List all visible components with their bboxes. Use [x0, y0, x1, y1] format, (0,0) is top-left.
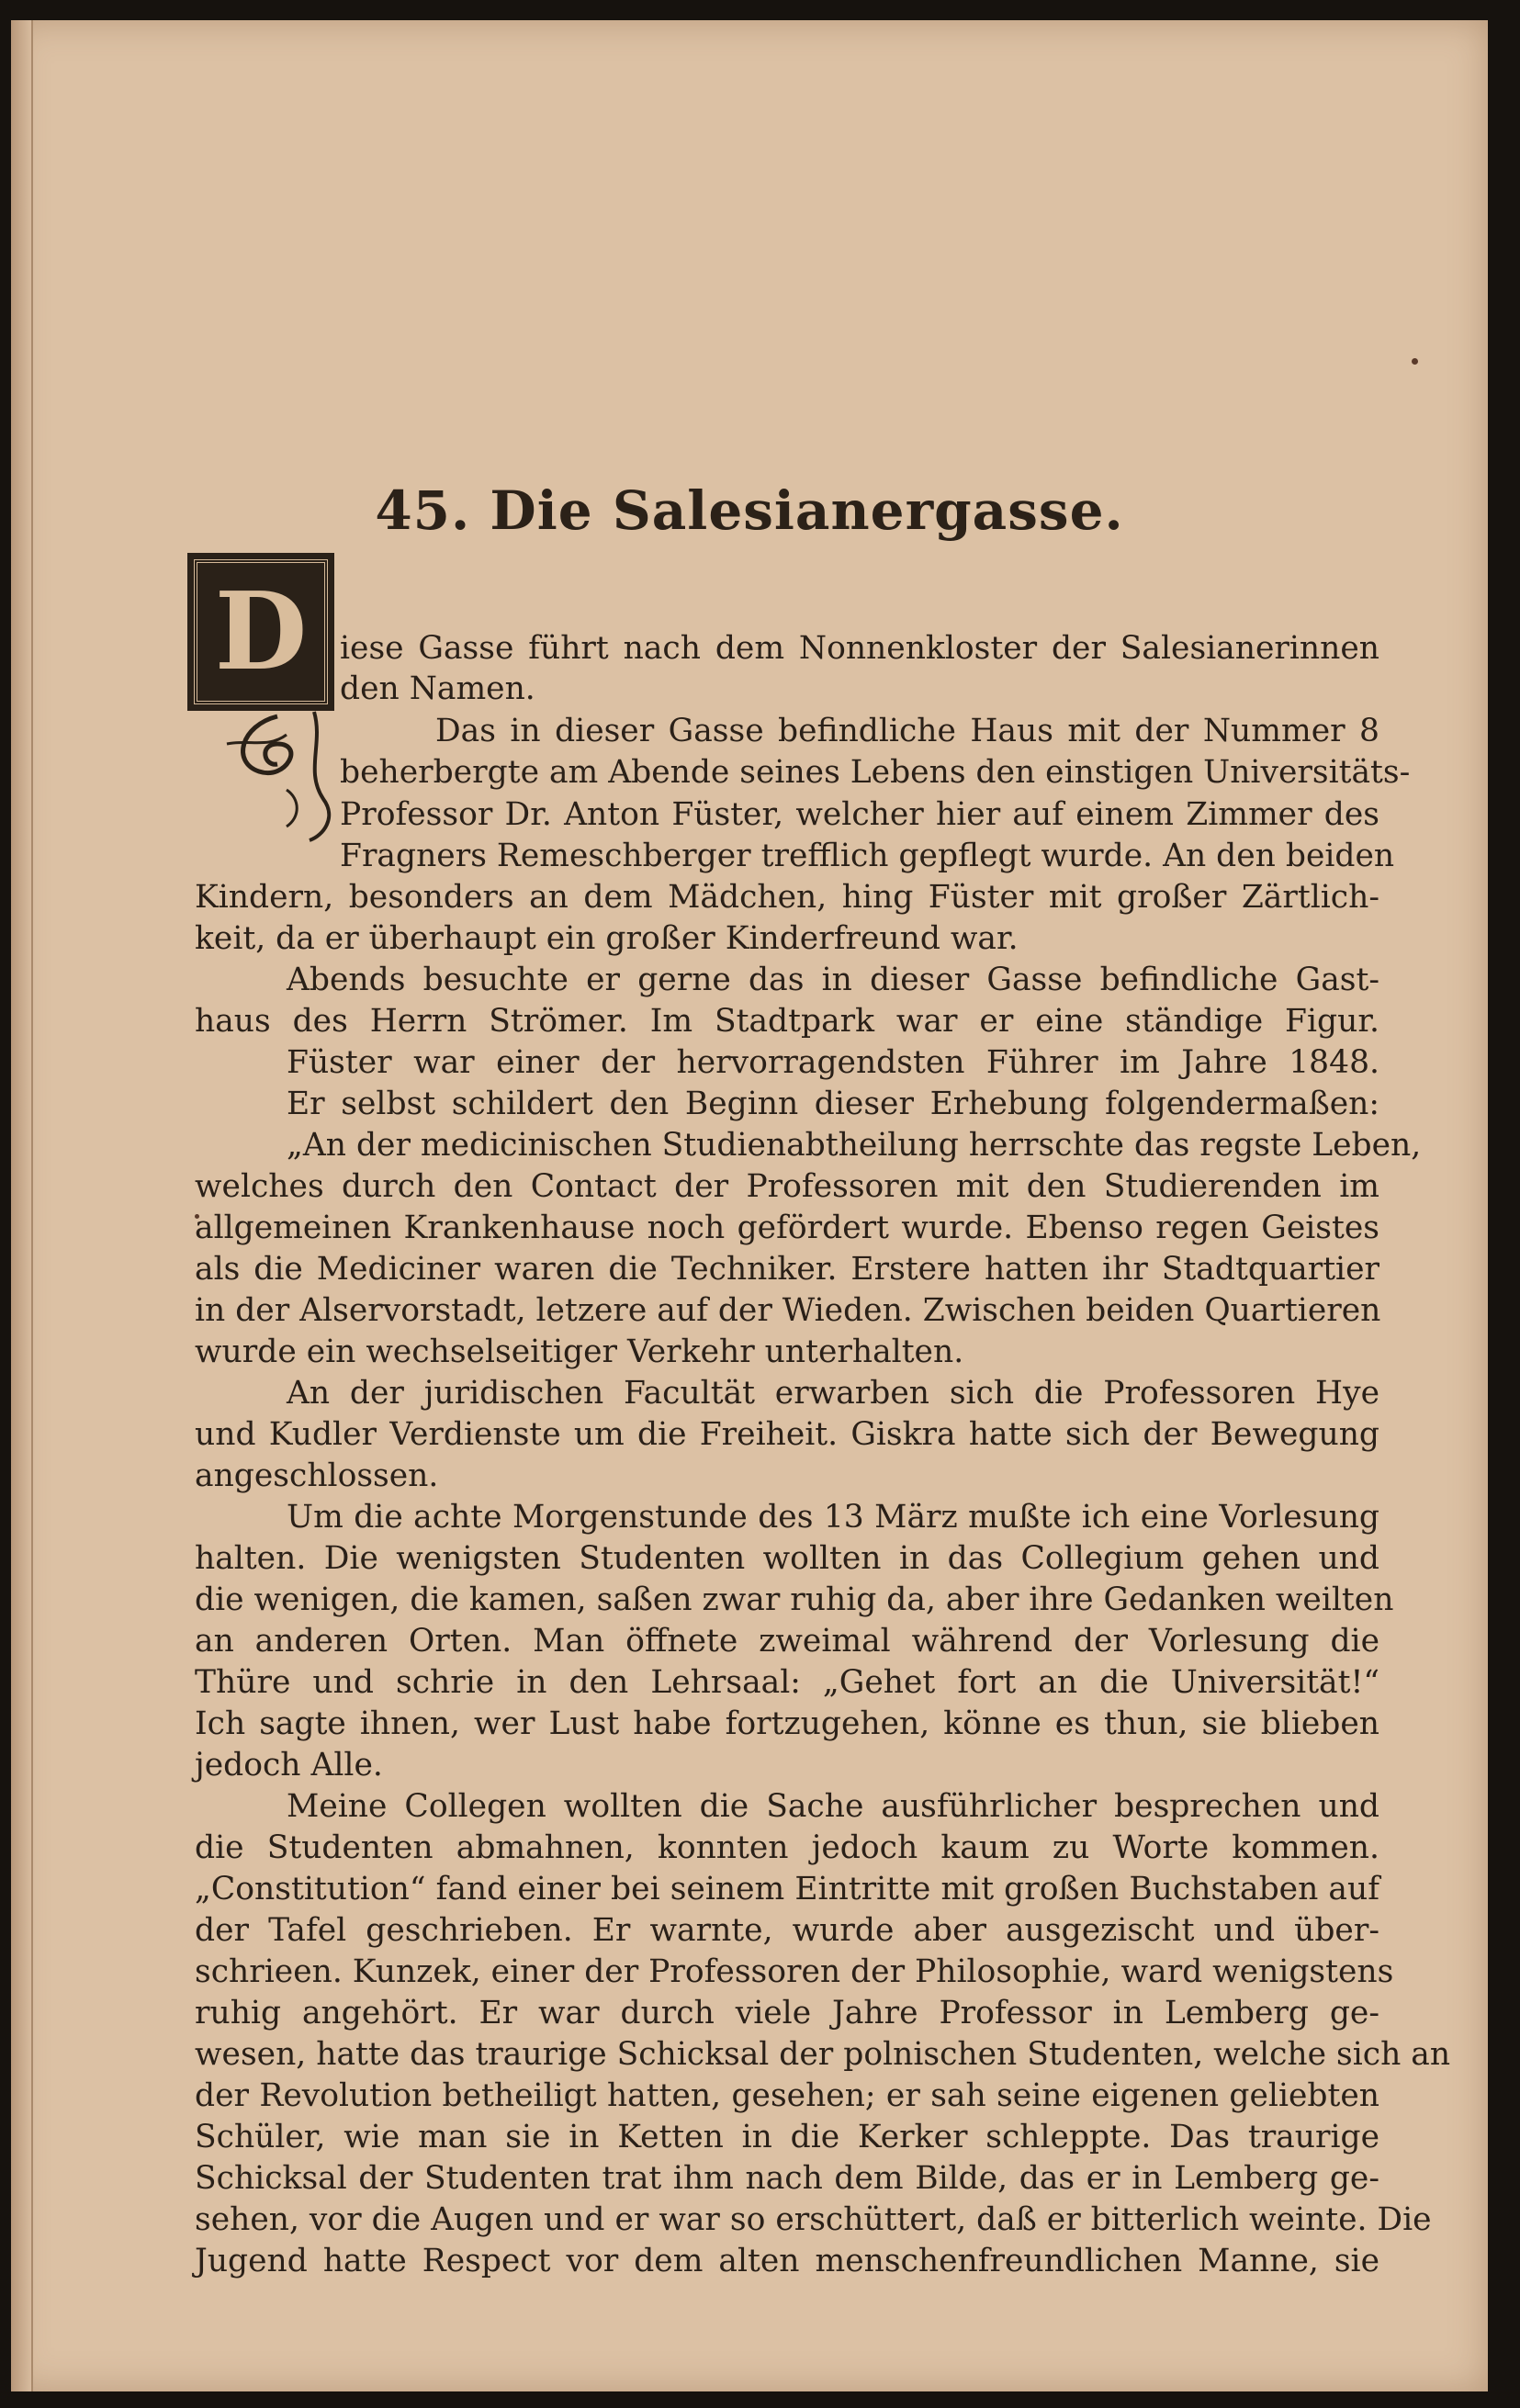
text-line: allgemeinen Krankenhause noch gefördert wurde. Ebenso regen Geistes: [195, 1210, 1379, 1246]
text-line: Schicksal der Studenten trat ihm nach dem Bilde, das er in Lemberg ge-: [195, 2160, 1379, 2197]
text-line: in der Alservorstadt, letzere auf der Wieden. Zwischen beiden Quartieren: [195, 1292, 1381, 1329]
text-line: Jugend hatte Respect vor dem alten menschenfreundlichen Manne, sie: [195, 2243, 1379, 2279]
text-line: iese Gasse führt nach dem Nonnenkloster der Salesianerinnen: [340, 630, 1379, 667]
text-line: Schüler, wie man sie in Ketten in die Kerker schleppte. Das traurige: [195, 2119, 1379, 2155]
text-line: die wenigen, die kamen, saßen zwar ruhig da, aber ihre Gedanken weilten: [195, 1581, 1394, 1618]
text-line: An der juridischen Facultät erwarben sich die Professoren Hye: [287, 1375, 1379, 1412]
text-line: der Tafel geschrieben. Er warnte, wurde aber ausgezischt und über-: [195, 1912, 1379, 1949]
text-line: „Constitution“ fand einer bei seinem Eintritte mit großen Buchstaben auf: [195, 1871, 1379, 1907]
text-line: die Studenten abmahnen, konnten jedoch kaum zu Worte kommen.: [195, 1829, 1379, 1866]
text-line: Er selbst schildert den Beginn dieser Erhebung folgendermaßen:: [287, 1086, 1379, 1122]
text-line: der Revolution betheiligt hatten, gesehen; er sah seine eigenen geliebten: [195, 2077, 1379, 2114]
text-line: Abends besuchte er gerne das in dieser Gasse befindliche Gast-: [287, 962, 1379, 998]
text-line: jedoch Alle.: [195, 1747, 383, 1783]
text-line: welches durch den Contact der Professoren mit den Studierenden im: [195, 1168, 1379, 1205]
text-line: als die Mediciner waren die Techniker. Erstere hatten ihr Stadtquartier: [195, 1251, 1379, 1288]
text-line: schrieen. Kunzek, einer der Professoren der Philosophie, ward wenigstens: [195, 1953, 1394, 1990]
text-line: Ich sagte ihnen, wer Lust habe fortzugehen, könne es thun, sie blieben: [195, 1705, 1379, 1742]
body-text: [11, 20, 1488, 2391]
text-line: wurde ein wechselseitiger Verkehr unterhalten.: [195, 1333, 964, 1370]
text-line: Füster war einer der hervorragendsten Führer im Jahre 1848.: [287, 1044, 1379, 1081]
text-line: ruhig angehört. Er war durch viele Jahre Professor in Lemberg ge-: [195, 1995, 1379, 2031]
text-line: Professor Dr. Anton Füster, welcher hier auf einem Zimmer des: [340, 796, 1379, 833]
text-line: haus des Herrn Strömer. Im Stadtpark war er eine ständige Figur.: [195, 1003, 1379, 1040]
text-line: und Kudler Verdienste um die Freiheit. Giskra hatte sich der Bewegung: [195, 1416, 1379, 1453]
chapter-title: 45. Die Salesianergasse.: [375, 479, 1124, 542]
text-line: keit, da er überhaupt ein großer Kinderfreund war.: [195, 920, 1019, 957]
book-page: [11, 20, 1488, 2391]
text-line: Meine Collegen wollten die Sache ausführlicher besprechen und: [287, 1788, 1379, 1825]
text-line: wesen, hatte das traurige Schicksal der polnischen Studenten, welche sich an: [195, 2036, 1451, 2073]
text-line: Um die achte Morgenstunde des 13 März mußte ich eine Vorlesung: [287, 1499, 1379, 1536]
text-line: an anderen Orten. Man öffnete zweimal während der Vorlesung die: [195, 1623, 1379, 1660]
text-line: halten. Die wenigsten Studenten wollten in das Collegium gehen und: [195, 1540, 1379, 1577]
text-line: beherbergte am Abende seines Lebens den einstigen Universitäts-: [340, 754, 1411, 791]
text-line: angeschlossen.: [195, 1457, 439, 1494]
text-line: Kindern, besonders an dem Mädchen, hing Füster mit großer Zärtlich-: [195, 879, 1379, 916]
text-line: Das in dieser Gasse befindliche Haus mit der Nummer 8: [435, 713, 1379, 749]
text-line: den Namen.: [340, 670, 535, 707]
initial-letter: D: [214, 569, 308, 694]
text-line: Fragners Remeschberger trefflich gepflegt wurde. An den beiden: [340, 838, 1395, 874]
text-line: sehen, vor die Augen und er war so erschüttert, daß er bitterlich weinte. Die: [195, 2201, 1432, 2238]
text-line: „An der medicinischen Studienabtheilung herrschte das regste Leben,: [287, 1127, 1422, 1164]
text-line: Thüre und schrie in den Lehrsaal: „Gehet fort an die Universität!“: [195, 1664, 1379, 1701]
